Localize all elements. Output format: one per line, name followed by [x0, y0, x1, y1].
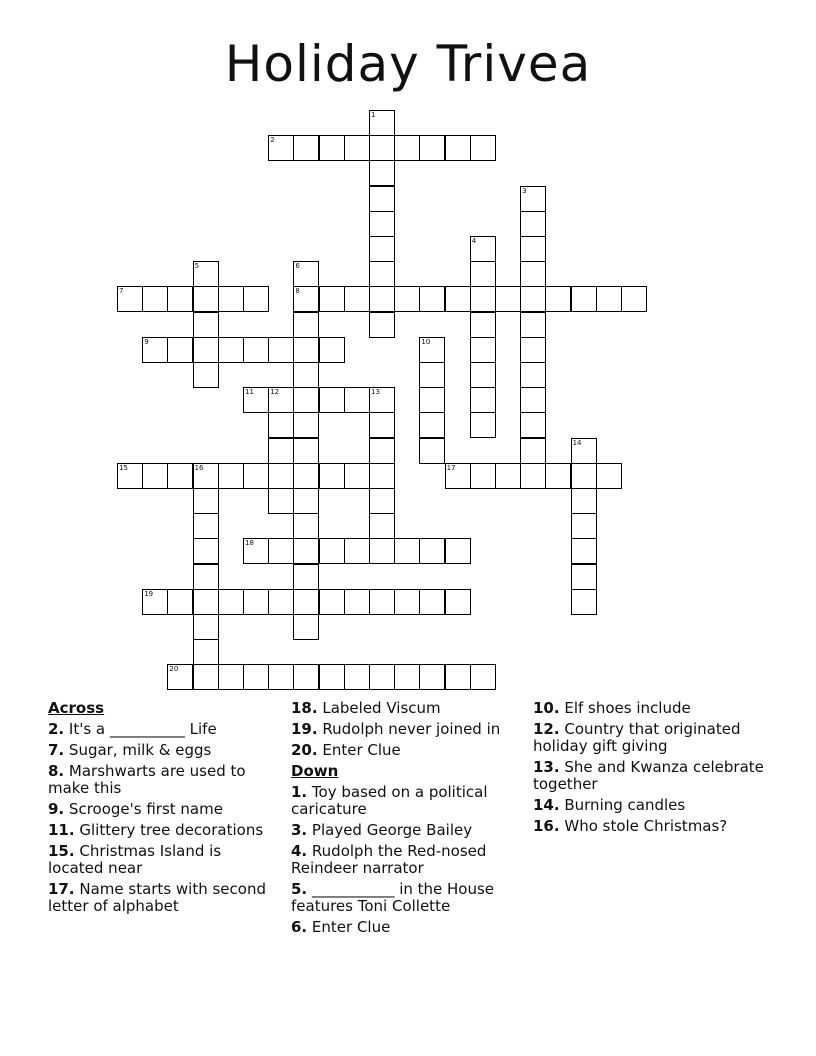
- grid-cell[interactable]: [571, 463, 597, 489]
- grid-cell[interactable]: [445, 286, 471, 312]
- grid-cell[interactable]: [394, 538, 420, 564]
- clue-item-number: 7.: [48, 741, 65, 759]
- grid-cell[interactable]: [193, 362, 219, 388]
- grid-cell[interactable]: [193, 463, 219, 489]
- grid-cell[interactable]: [621, 286, 647, 312]
- grid-cell[interactable]: [293, 488, 319, 514]
- grid-cell[interactable]: [218, 664, 244, 690]
- grid-cell[interactable]: [319, 538, 345, 564]
- grid-cell[interactable]: [268, 589, 294, 615]
- grid-cell[interactable]: [571, 488, 597, 514]
- clue-item-number: 3.: [291, 821, 308, 839]
- grid-cell[interactable]: [394, 286, 420, 312]
- clue-item: [48, 721, 278, 738]
- grid-cell[interactable]: [394, 589, 420, 615]
- grid-cell[interactable]: [319, 664, 345, 690]
- grid-cell[interactable]: [419, 362, 445, 388]
- clue-item-text: Who stole Christmas?: [564, 817, 728, 835]
- grid-cell[interactable]: [243, 463, 269, 489]
- grid-cell[interactable]: [545, 286, 571, 312]
- grid-cell[interactable]: [520, 412, 546, 438]
- grid-cell[interactable]: [193, 589, 219, 615]
- grid-cell[interactable]: [596, 463, 622, 489]
- grid-cell[interactable]: [117, 286, 143, 312]
- clue-item: [48, 822, 278, 839]
- grid-cell[interactable]: [218, 337, 244, 363]
- clue-item: [533, 759, 773, 793]
- grid-cell[interactable]: [520, 211, 546, 237]
- grid-cell[interactable]: [520, 236, 546, 262]
- grid-cell[interactable]: [293, 261, 319, 287]
- clue-item-text: Name starts with second letter of alphabet: [48, 880, 266, 915]
- clue-item: [48, 742, 278, 759]
- clue-item-number: 10.: [533, 699, 560, 717]
- grid-cell[interactable]: [571, 564, 597, 590]
- grid-cell[interactable]: [495, 463, 521, 489]
- grid-cell[interactable]: [344, 135, 370, 161]
- grid-cell[interactable]: [445, 538, 471, 564]
- grid-cell[interactable]: [268, 664, 294, 690]
- grid-cell[interactable]: [243, 286, 269, 312]
- grid-cell[interactable]: [167, 664, 193, 690]
- grid-cell[interactable]: [319, 589, 345, 615]
- clue-item: [291, 742, 531, 759]
- grid-cell[interactable]: [268, 387, 294, 413]
- grid-cell[interactable]: [419, 387, 445, 413]
- clue-item: [48, 801, 278, 818]
- clue-item-text: Glittery tree decorations: [79, 821, 264, 839]
- grid-cell[interactable]: [319, 387, 345, 413]
- grid-cell[interactable]: [344, 387, 370, 413]
- grid-cell[interactable]: [344, 664, 370, 690]
- grid-cell[interactable]: [419, 438, 445, 464]
- grid-cell[interactable]: [470, 362, 496, 388]
- clue-item-text: She and Kwanza celebrate together: [533, 758, 764, 793]
- grid-cell[interactable]: [193, 261, 219, 287]
- grid-cell[interactable]: [293, 387, 319, 413]
- clue-number: 8: [295, 287, 300, 296]
- grid-cell[interactable]: [293, 463, 319, 489]
- grid-cell[interactable]: [571, 438, 597, 464]
- grid-cell[interactable]: [545, 463, 571, 489]
- clue-item-text: It's a __________ Life: [68, 720, 217, 738]
- grid-cell[interactable]: [293, 564, 319, 590]
- down-heading: Down: [291, 762, 339, 780]
- grid-cell[interactable]: [470, 412, 496, 438]
- grid-cell[interactable]: [268, 438, 294, 464]
- clue-item: [48, 843, 278, 877]
- clue-item-number: 4.: [291, 842, 308, 860]
- grid-cell[interactable]: [369, 261, 395, 287]
- grid-cell[interactable]: [520, 337, 546, 363]
- grid-cell[interactable]: [470, 261, 496, 287]
- grid-cell[interactable]: [243, 664, 269, 690]
- clue-item-text: Country that originated holiday gift giving: [533, 720, 741, 755]
- clue-column-2: [291, 700, 531, 940]
- grid-cell[interactable]: [470, 463, 496, 489]
- clue-number: 18: [245, 539, 254, 548]
- grid-cell[interactable]: [193, 488, 219, 514]
- grid-cell[interactable]: [293, 513, 319, 539]
- clue-number: 2: [270, 136, 275, 145]
- grid-cell[interactable]: [369, 160, 395, 186]
- clue-number: 13: [371, 388, 380, 397]
- grid-cell[interactable]: [520, 362, 546, 388]
- grid-cell[interactable]: [293, 589, 319, 615]
- grid-cell[interactable]: [293, 135, 319, 161]
- clue-number: 7: [119, 287, 124, 296]
- grid-cell[interactable]: [369, 664, 395, 690]
- grid-cell[interactable]: [470, 387, 496, 413]
- clue-number: 1: [371, 111, 376, 119]
- grid-cell[interactable]: [369, 463, 395, 489]
- grid-cell[interactable]: [344, 538, 370, 564]
- grid-cell[interactable]: [193, 513, 219, 539]
- grid-cell[interactable]: [394, 664, 420, 690]
- grid-cell[interactable]: [193, 286, 219, 312]
- grid-cell[interactable]: [167, 286, 193, 312]
- grid-cell[interactable]: [167, 337, 193, 363]
- clue-item-text: Enter Clue: [311, 918, 391, 936]
- grid-cell[interactable]: [596, 286, 622, 312]
- grid-cell[interactable]: [293, 538, 319, 564]
- grid-cell[interactable]: [142, 337, 168, 363]
- grid-cell[interactable]: [520, 312, 546, 338]
- clue-number: 10: [421, 337, 431, 346]
- grid-cell[interactable]: [167, 463, 193, 489]
- clue-item-number: 2.: [48, 720, 65, 738]
- grid-cell[interactable]: [369, 186, 395, 212]
- clue-number: 11: [245, 388, 254, 397]
- clue-number: 16: [194, 463, 204, 472]
- grid-cell[interactable]: [445, 589, 471, 615]
- clue-number: 6: [295, 262, 300, 271]
- grid-cell[interactable]: [445, 463, 471, 489]
- grid-cell[interactable]: [193, 664, 219, 690]
- grid-cell[interactable]: [520, 438, 546, 464]
- clue-number: 9: [144, 337, 149, 346]
- clue-item-text: Christmas Island is located near: [48, 842, 222, 877]
- grid-cell[interactable]: [369, 589, 395, 615]
- grid-cell[interactable]: [470, 135, 496, 161]
- clue-item: [533, 700, 773, 717]
- grid-cell[interactable]: [319, 135, 345, 161]
- grid-cell[interactable]: [369, 412, 395, 438]
- grid-cell[interactable]: [571, 589, 597, 615]
- clue-item-number: 18.: [291, 699, 318, 717]
- grid-cell[interactable]: [571, 286, 597, 312]
- clue-number: 12: [270, 388, 280, 397]
- grid-cell[interactable]: [167, 589, 193, 615]
- clue-item-text: Enter Clue: [322, 741, 401, 759]
- grid-cell[interactable]: [470, 337, 496, 363]
- clue-item-number: 14.: [533, 796, 560, 814]
- grid-cell[interactable]: [520, 261, 546, 287]
- grid-cell[interactable]: [419, 337, 445, 363]
- clue-item-number: 16.: [533, 817, 560, 835]
- grid-cell[interactable]: [445, 664, 471, 690]
- grid-cell[interactable]: [419, 412, 445, 438]
- grid-cell[interactable]: [293, 664, 319, 690]
- grid-cell[interactable]: [268, 135, 294, 161]
- clue-item-number: 5.: [291, 880, 308, 898]
- grid-cell[interactable]: [142, 463, 168, 489]
- grid-cell[interactable]: [394, 135, 420, 161]
- grid-cell[interactable]: [268, 488, 294, 514]
- grid-cell[interactable]: [319, 463, 345, 489]
- clue-number: 4: [471, 237, 477, 245]
- grid-cell[interactable]: [193, 614, 219, 640]
- grid-cell[interactable]: [243, 538, 269, 564]
- grid-cell[interactable]: [293, 362, 319, 388]
- grid-cell[interactable]: [369, 211, 395, 237]
- grid-cell[interactable]: [419, 538, 445, 564]
- grid-cell[interactable]: [571, 538, 597, 564]
- clue-item-number: 20.: [291, 741, 318, 759]
- clue-number: 15: [119, 463, 128, 472]
- clue-item-text: ___________ in the House features Toni Collette: [291, 880, 495, 915]
- across-heading: Across: [48, 699, 105, 717]
- grid-cell[interactable]: [268, 337, 294, 363]
- clue-item-number: 19.: [291, 720, 318, 738]
- clue-item: [48, 763, 278, 797]
- grid-cell[interactable]: [470, 286, 496, 312]
- clue-item-number: 17.: [48, 880, 75, 898]
- clue-number: 5: [194, 262, 200, 271]
- grid-cell[interactable]: [520, 463, 546, 489]
- grid-cell[interactable]: [218, 286, 244, 312]
- clue-item-number: 12.: [533, 720, 560, 738]
- grid-cell[interactable]: [419, 664, 445, 690]
- grid-cell[interactable]: [369, 513, 395, 539]
- grid-cell[interactable]: [293, 312, 319, 338]
- grid-cell[interactable]: [293, 286, 319, 312]
- grid-cell[interactable]: [193, 312, 219, 338]
- grid-cell[interactable]: [369, 286, 395, 312]
- clue-item-number: 8.: [48, 762, 65, 780]
- clue-number: 14: [572, 438, 582, 447]
- clue-item-text: Burning candles: [564, 796, 686, 814]
- grid-cell[interactable]: [369, 236, 395, 262]
- grid-cell[interactable]: [293, 614, 319, 640]
- grid-cell[interactable]: [268, 463, 294, 489]
- clue-item-number: 1.: [291, 783, 308, 801]
- grid-cell[interactable]: [470, 236, 496, 262]
- clue-item-text: Elf shoes include: [564, 699, 691, 717]
- grid-cell[interactable]: [193, 639, 219, 665]
- grid-cell[interactable]: [470, 664, 496, 690]
- grid-cell[interactable]: [369, 135, 395, 161]
- clue-number: 3: [522, 186, 527, 195]
- clue-item-text: Labeled Viscum: [322, 699, 441, 717]
- grid-cell[interactable]: [470, 312, 496, 338]
- clue-item: [291, 881, 531, 915]
- clue-item: [533, 797, 773, 814]
- clue-item-number: 9.: [48, 800, 65, 818]
- clue-item: [48, 881, 278, 915]
- grid-cell[interactable]: [319, 337, 345, 363]
- grid-cell[interactable]: [218, 589, 244, 615]
- grid-cell[interactable]: [419, 286, 445, 312]
- grid-cell[interactable]: [571, 513, 597, 539]
- clue-item: [291, 784, 531, 818]
- clue-item: [291, 919, 531, 936]
- grid-cell[interactable]: [193, 564, 219, 590]
- clue-item: [291, 700, 531, 717]
- clue-item: [533, 818, 773, 835]
- grid-cell[interactable]: [142, 286, 168, 312]
- clue-column-1: [48, 700, 278, 919]
- grid-cell[interactable]: [344, 589, 370, 615]
- clue-item-text: Toy based on a political caricature: [291, 783, 488, 818]
- grid-cell[interactable]: [419, 589, 445, 615]
- grid-cell[interactable]: [218, 463, 244, 489]
- grid-cell[interactable]: [293, 337, 319, 363]
- grid-cell[interactable]: [369, 312, 395, 338]
- grid-cell[interactable]: [520, 387, 546, 413]
- grid-cell[interactable]: [369, 387, 395, 413]
- grid-cell[interactable]: [344, 463, 370, 489]
- grid-cell[interactable]: [369, 438, 395, 464]
- clue-item-text: Rudolph never joined in: [322, 720, 501, 738]
- grid-cell[interactable]: [495, 286, 521, 312]
- clue-number: 20: [169, 665, 179, 674]
- clue-column-3: [533, 700, 773, 839]
- grid-cell[interactable]: [520, 186, 546, 212]
- grid-cell[interactable]: [193, 538, 219, 564]
- grid-cell[interactable]: [369, 110, 395, 136]
- grid-cell[interactable]: [243, 589, 269, 615]
- grid-cell[interactable]: [117, 463, 143, 489]
- clue-item-number: 6.: [291, 918, 308, 936]
- grid-cell[interactable]: [369, 538, 395, 564]
- grid-cell[interactable]: [142, 589, 168, 615]
- clue-item-number: 13.: [533, 758, 560, 776]
- clue-item: [291, 843, 531, 877]
- grid-cell[interactable]: [369, 488, 395, 514]
- grid-cell[interactable]: [193, 337, 219, 363]
- grid-cell[interactable]: [520, 286, 546, 312]
- grid-cell[interactable]: [344, 286, 370, 312]
- grid-cell[interactable]: [419, 135, 445, 161]
- clue-item-text: Sugar, milk & eggs: [68, 741, 212, 759]
- grid-cell[interactable]: [268, 412, 294, 438]
- clue-item-text: Scrooge's first name: [68, 800, 223, 818]
- puzzle-title: Holiday Trivea: [224, 35, 592, 93]
- grid-cell[interactable]: [243, 387, 269, 413]
- clue-item: [291, 721, 531, 738]
- grid-cell[interactable]: [293, 412, 319, 438]
- clue-item-number: 11.: [48, 821, 75, 839]
- clue-item: [291, 822, 531, 839]
- grid-cell[interactable]: [445, 135, 471, 161]
- clue-number: 19: [144, 589, 154, 598]
- clue-item-text: Marshwarts are used to make this: [48, 762, 246, 797]
- clue-number: 17: [446, 463, 456, 472]
- clue-item: [533, 721, 773, 755]
- clue-item-text: Rudolph the Red-nosed Reindeer narrator: [291, 842, 487, 877]
- grid-cell[interactable]: [243, 337, 269, 363]
- clue-item-text: Played George Bailey: [311, 821, 473, 839]
- grid-cell[interactable]: [319, 286, 345, 312]
- grid-cell[interactable]: [268, 538, 294, 564]
- grid-cell[interactable]: [293, 438, 319, 464]
- clue-item-number: 15.: [48, 842, 75, 860]
